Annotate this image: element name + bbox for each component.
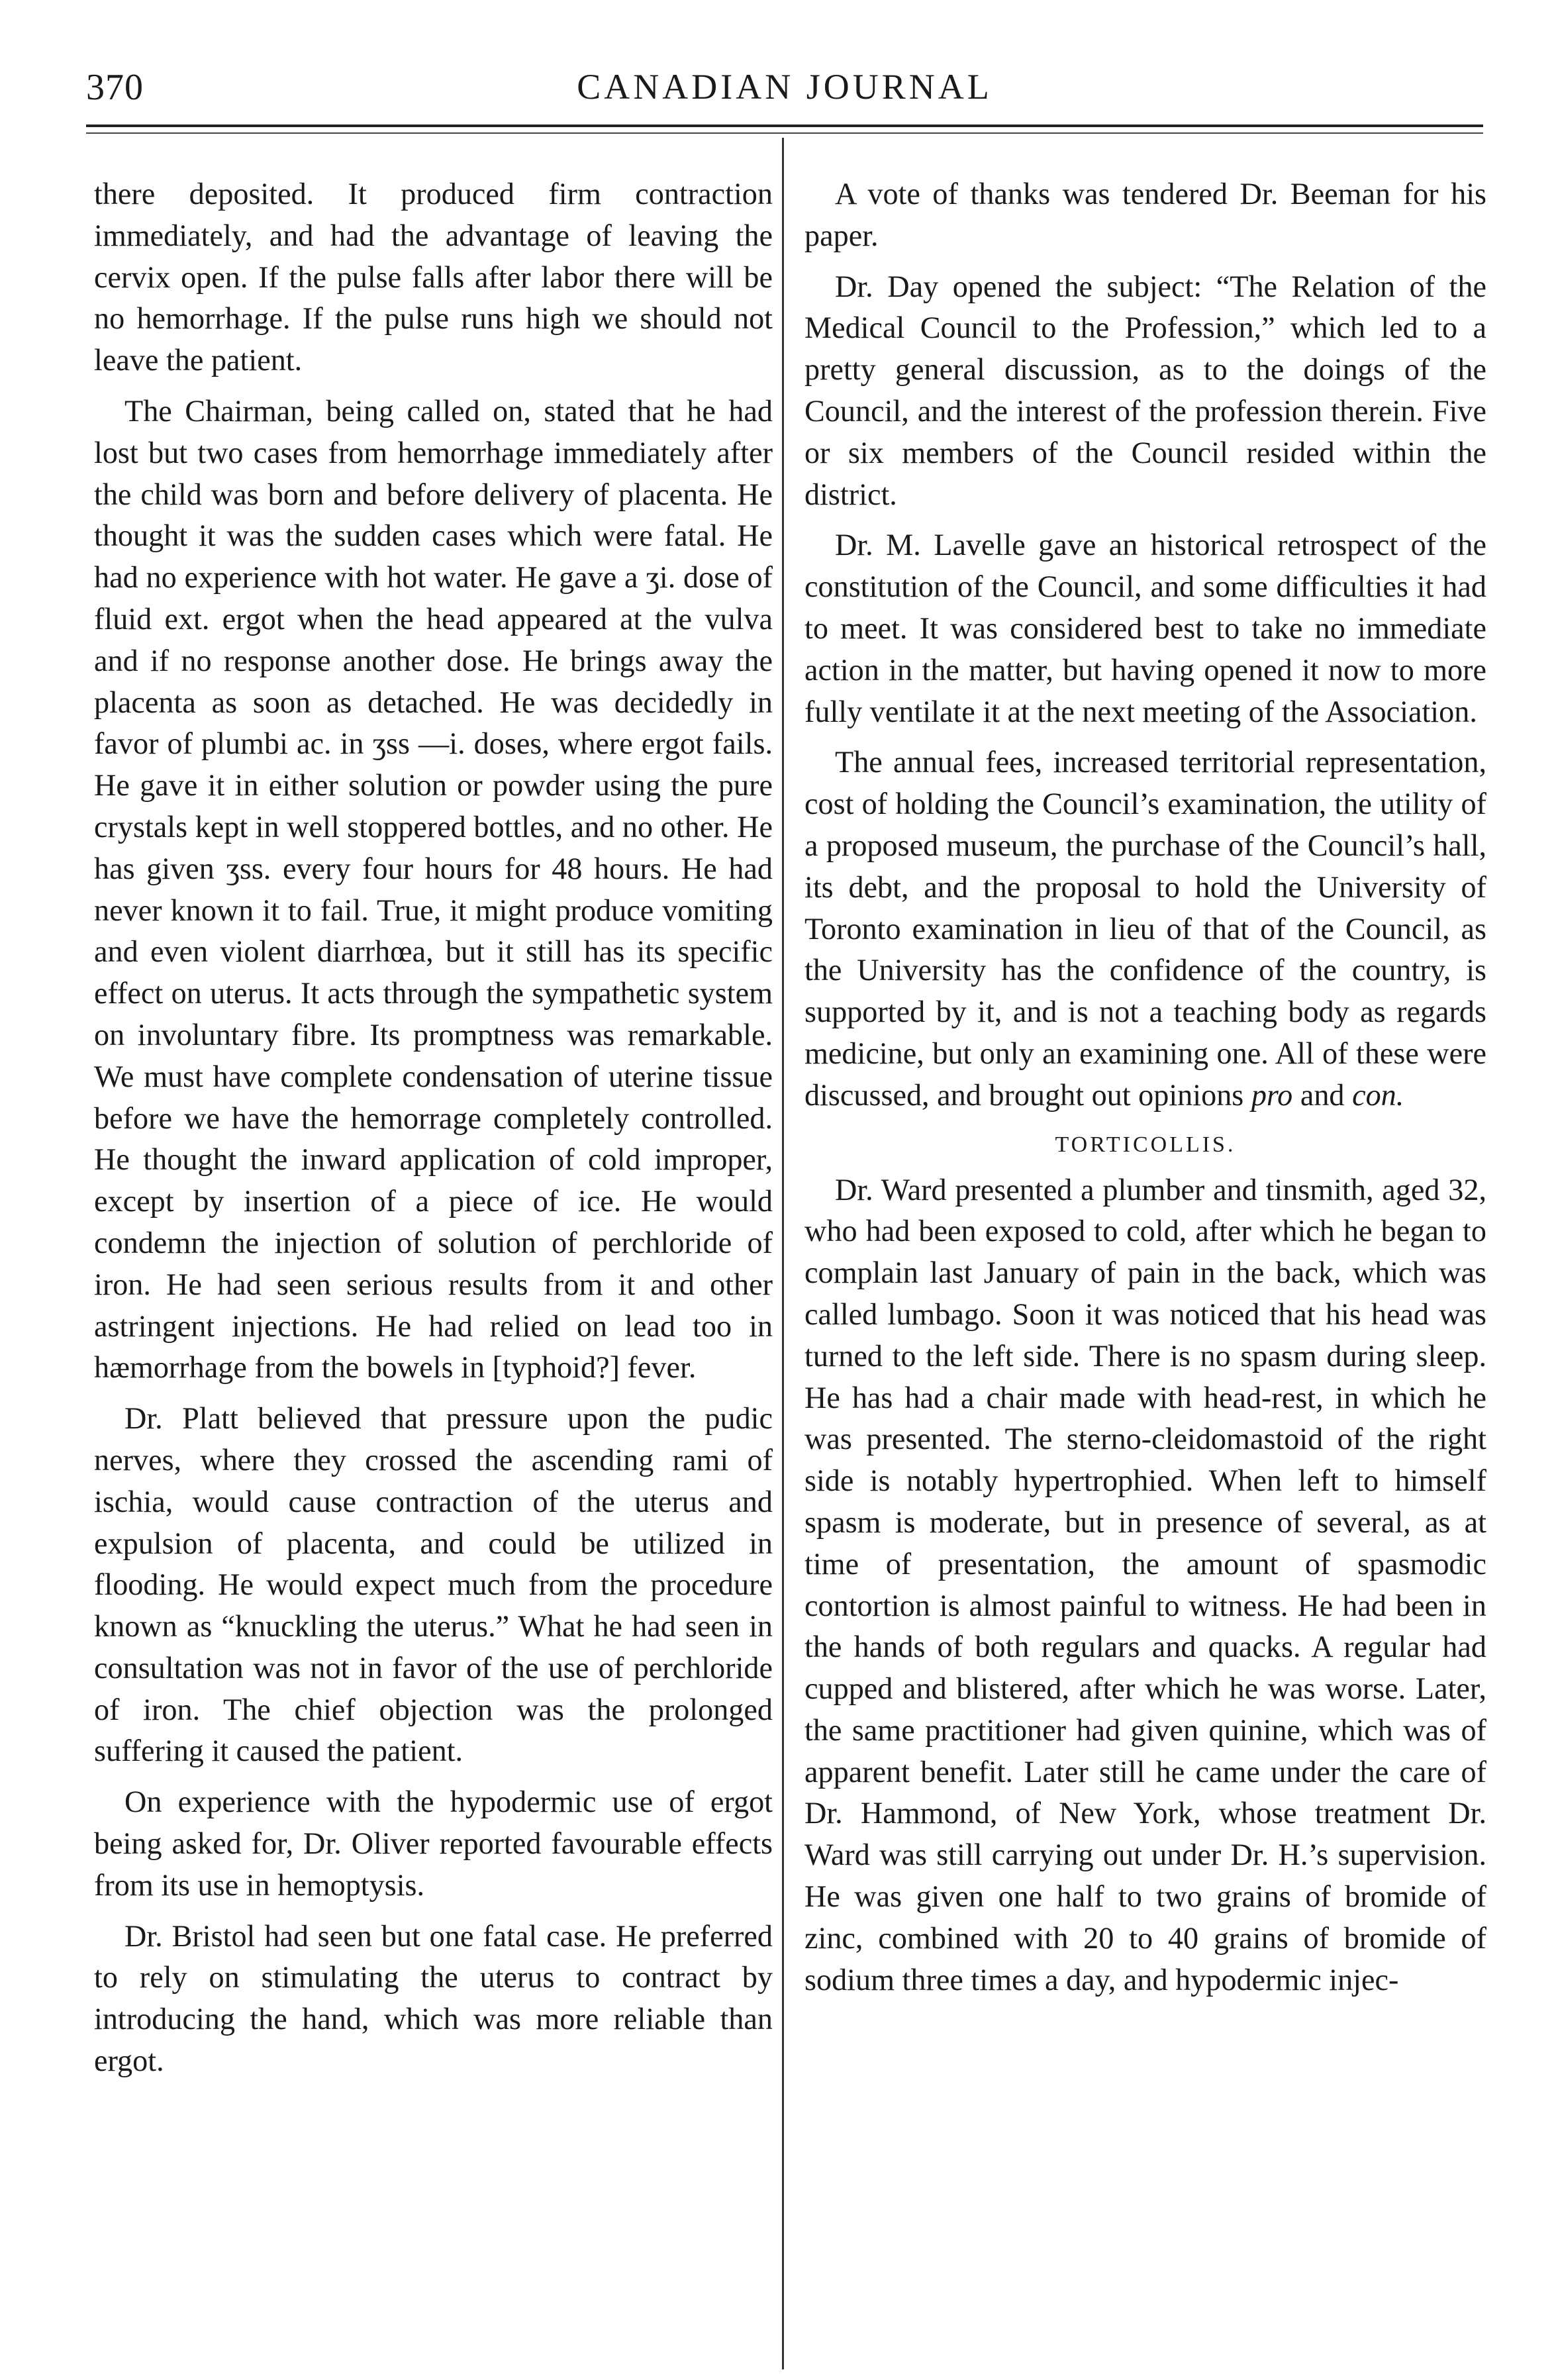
paragraph: Dr. Ward presented a plumber and tinsmith, aged 32, who had been exposed to cold, after which he began to complain last January of pain in the back, which was called lumbago. Soon it was noticed that his head was turned to the left side. There is no spasm during sleep. He has had a chair made with head-rest, in which he was presented. The sterno-cleidomastoid of the right side is notably hypertrophied. When left to himself spasm is moderate, but in presence of several, as at time of presentation, the amount of spasmodic contortion is almost painful to witness. He had been in the hands of both regulars and quacks. A regular had cupped and blistered, after which he was worse. Later, the same practitioner had given quinine, which was of apparent benefit. Later still he came under the care of Dr. Hammond, of New York, whose treatment Dr. Ward was still carrying out under Dr. H.’s supervision. He was given one half to two grains of bromide of zinc, combined with 20 to 40 grains of bromide of sodium three times a day, and hypodermic injec- (804, 1172, 1486, 1997)
section-heading: TORTICOLLIS. (1055, 1132, 1236, 1157)
italic-term-pro: pro (1251, 1077, 1293, 1112)
right-column (804, 174, 1486, 2010)
paragraph: Dr. Platt believed that pressure upon the pudic nerves, where they crossed the ascending rami of ischia, would cause contraction of the uterus and expulsion of placenta, and could be utilized in flooding. He would expect much from the procedure known as “knuckling the uterus.” What he had seen in consultation was not in favor of the use of perchloride of iron. The chief objection was the prolonged suffering it caused the patient. (94, 1401, 773, 1768)
paragraph: Dr. M. Lavelle gave an historical retrospect of the constitution of the Council, and some difficulties it had to meet. It was considered best to take no immediate action in the matter, but having opened it now to more fully ventilate it at the next meeting of the Association. (804, 528, 1486, 728)
paragraph: Dr. Bristol had seen but one fatal case. He preferred to rely on stimulating the uterus to contract by introducing the hand, which was more reliable than ergot. (94, 1918, 773, 2078)
left-column (94, 174, 773, 2091)
paragraph-text: The annual fees, increased territorial representation, cost of holding the Council’s examination, the utility of a proposed museum, the purchase of the Council’s hall, its debt, and the proposal to hold the University of Toronto examination in lieu of that of the Council, as the University has the confidence of the country, is supported by it, and is not a teaching body as regards medicine, but only an examining one. All of these were discussed, and brought out opinions (804, 745, 1486, 1112)
paragraph: there deposited. It produced firm contraction immediately, and had the advantage of leaving the cervix open. If the pulse falls after labor there will be no hemorrhage. If the pulse runs high we should not leave the patient. (94, 177, 773, 377)
paragraph: On experience with the hypodermic use of ergot being asked for, Dr. Oliver reported favourable effects from its use in hemoptysis. (94, 1785, 773, 1902)
header-rule (86, 124, 1483, 127)
paragraph: Dr. Day opened the subject: “The Relation of the Medical Council to the Profession,” which led to a pretty general discussion, as to the doings of the Council, and the interest of the profession therein. Five or six members of the Council resided within the district. (804, 269, 1486, 511)
paragraph: A vote of thanks was tendered Dr. Beeman for his paper. (804, 177, 1486, 252)
page-number: 370 (86, 67, 144, 108)
running-head: CANADIAN JOURNAL (577, 67, 993, 107)
paragraph (804, 742, 1486, 1116)
header-rule-thin (86, 132, 1483, 134)
paragraph-text: and (1292, 1077, 1353, 1112)
italic-term-con: con. (1352, 1077, 1404, 1112)
paragraph: The Chairman, being called on, stated that he had lost but two cases from hemorrhage immediately after the child was born and before delivery of placenta. He thought it was the sudden cases which were fatal. He had no experience with hot water. He gave a ʒi. dose of fluid ext. ergot when the head appeared at the vulva and if no response another dose. He brings away the placenta as soon as detached. He was decidedly in favor of plumbi ac. in ʒss —i. doses, where ergot fails. He gave it in either solution or powder using the pure crystals kept in well stoppered bottles, and no other. He has given ʒss. every four hours for 48 hours. He had never known it to fail. True, it might produce vomiting and even violent diarrhœa, but it still has its specific effect on uterus. It acts through the sympathetic system on involuntary fibre. Its promptness was remarkable. We must have complete condensation of uterine tissue before we have the hemorrage completely controlled. He thought the inward application of cold improper, except by insertion of a piece of ice. He would condemn the injection of solution of perchloride of iron. He had seen serious results from it and other astringent injections. He had relied on lead too in hæmorrhage from the bowels in [typhoid?] fever. (94, 393, 773, 1385)
page-header (86, 60, 1483, 119)
column-divider (782, 138, 784, 2369)
